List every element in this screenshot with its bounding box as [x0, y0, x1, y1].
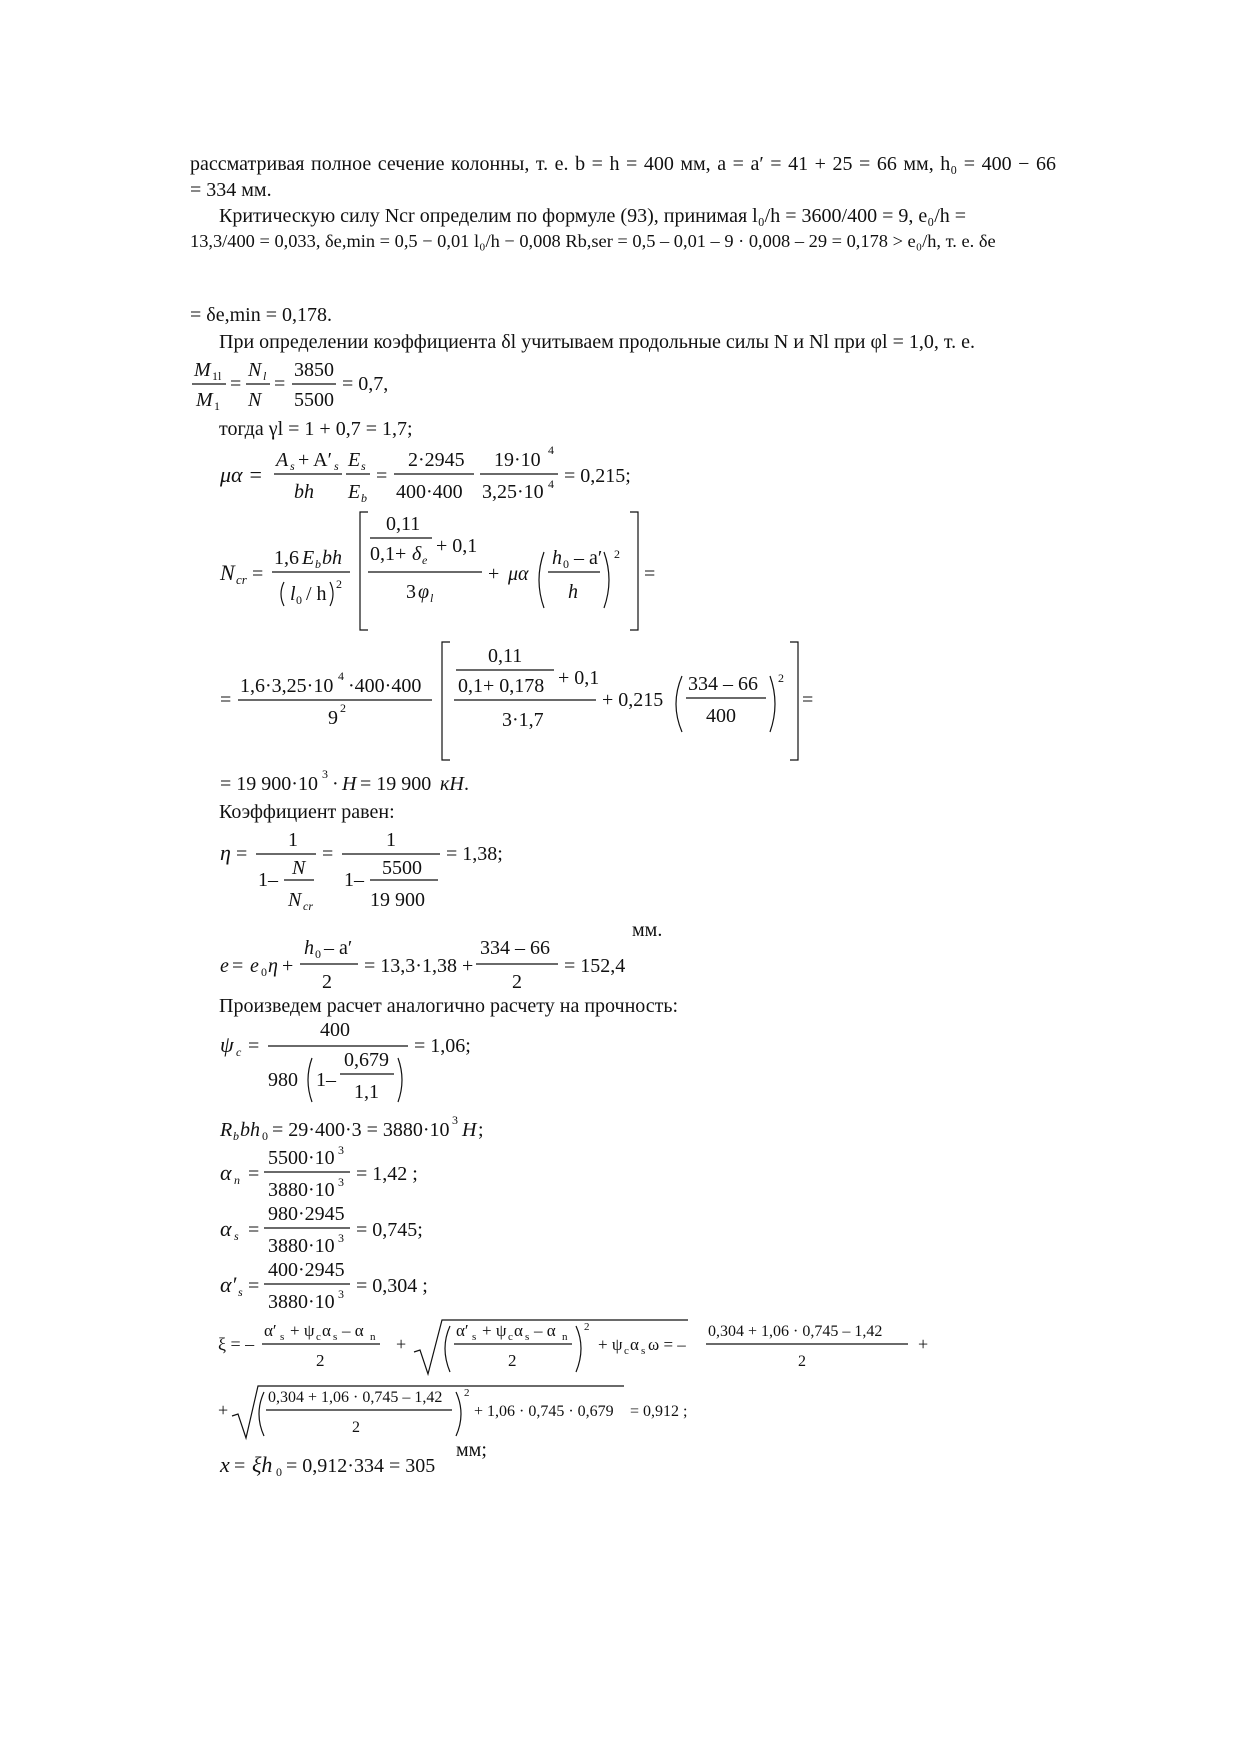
svg-text:4: 4 [548, 443, 554, 457]
svg-text:0: 0 [261, 965, 267, 979]
svg-text:= 0,745;: = 0,745; [356, 1219, 423, 1241]
svg-text:2: 2 [352, 1419, 360, 1436]
svg-text:E: E [302, 547, 315, 569]
svg-text:s: s [280, 1331, 285, 1343]
svg-text:2: 2 [464, 1387, 470, 1399]
svg-text:=: = [274, 373, 286, 395]
svg-text:400·400: 400·400 [396, 481, 463, 503]
svg-text:s: s [238, 1285, 243, 1299]
svg-text:+ 0,1: + 0,1 [558, 667, 600, 689]
svg-text:+ 0,215: + 0,215 [602, 689, 664, 711]
svg-text:= 0,304 ;: = 0,304 ; [356, 1275, 428, 1297]
unit-mm-semicolon: мм; [456, 1439, 487, 1461]
svg-text:=: = [248, 1275, 260, 1297]
formula-rbh [218, 1112, 538, 1146]
svg-text:s: s [361, 459, 366, 473]
svg-text:M: M [196, 389, 213, 411]
formula-ncr-numeric [218, 640, 818, 764]
svg-text:=: = [802, 689, 814, 711]
svg-text:=: = [376, 465, 388, 487]
svg-text:μα =: μα = [220, 462, 263, 487]
svg-text:0,304 + 1,06 · 0,745 – 1,42: 0,304 + 1,06 · 0,745 – 1,42 [268, 1389, 443, 1406]
formula-alpha-s-prime [218, 1258, 458, 1314]
svg-text:s: s [334, 459, 339, 473]
svg-text:α: α [514, 1321, 523, 1340]
svg-text:3: 3 [338, 1175, 344, 1189]
svg-text:α′: α′ [456, 1321, 469, 1340]
svg-text:9: 9 [328, 707, 338, 729]
svg-text:+ ψ: + ψ [290, 1321, 315, 1340]
svg-text:bh: bh [294, 481, 314, 503]
svg-text:3: 3 [406, 581, 416, 603]
svg-text:= 13,3·1,38 +: = 13,3·1,38 + [364, 955, 474, 977]
svg-text:980: 980 [268, 1069, 298, 1091]
formula-moment-ratio [190, 356, 430, 412]
svg-text:A: A [276, 449, 289, 471]
svg-text:N: N [248, 359, 262, 381]
svg-text:x: x [220, 1452, 230, 1477]
svg-text:bh: bh [240, 1119, 260, 1141]
svg-text:s: s [290, 459, 295, 473]
svg-text:·400·400: ·400·400 [348, 675, 422, 697]
paragraph-1-line-2: = 334 мм. [190, 179, 272, 201]
svg-text:ξh: ξh [252, 1452, 273, 1477]
svg-text:= 29·400·3 = 3880·10: = 29·400·3 = 3880·10 [272, 1119, 450, 1141]
svg-text:M: M [194, 359, 211, 381]
svg-text:α: α [630, 1335, 639, 1354]
svg-text:2: 2 [322, 971, 332, 993]
svg-text:4: 4 [548, 477, 554, 491]
svg-text:0: 0 [563, 557, 569, 571]
svg-text:b: b [315, 557, 321, 571]
svg-text:c: c [316, 1331, 321, 1343]
svg-text:N: N [292, 857, 306, 879]
formula-xi-line-2 [218, 1384, 718, 1442]
svg-text:0,11: 0,11 [386, 513, 421, 535]
svg-text:l: l [263, 369, 267, 383]
svg-text:s: s [472, 1331, 477, 1343]
svg-text:=: = [220, 689, 232, 711]
svg-text:1: 1 [386, 829, 396, 851]
svg-text:3: 3 [338, 1287, 344, 1301]
svg-text:0,679: 0,679 [344, 1049, 389, 1071]
svg-text:3: 3 [452, 1113, 458, 1127]
svg-text:= 152,4: = 152,4 [564, 955, 626, 977]
svg-text:19·10: 19·10 [494, 449, 541, 471]
svg-text:e: e [422, 553, 428, 567]
formula-mu-alpha [218, 442, 658, 504]
svg-text:h: h [304, 937, 314, 959]
svg-text:ξ = –: ξ = – [218, 1334, 255, 1354]
svg-text:δ: δ [412, 543, 422, 565]
svg-text:2: 2 [512, 971, 522, 993]
svg-text:+ 1,06 · 0,745 · 0,679: + 1,06 · 0,745 · 0,679 [474, 1403, 614, 1420]
svg-text:=: = [248, 1163, 260, 1185]
unit-mm-dot: мм. [632, 919, 663, 941]
svg-text:N: N [220, 560, 235, 585]
formula-eta [218, 826, 548, 922]
svg-text:= 0,912·334 = 305: = 0,912·334 = 305 [286, 1455, 436, 1477]
svg-text:=: = [236, 843, 248, 865]
svg-text:.: . [464, 773, 469, 795]
svg-text:ω = –: ω = – [648, 1335, 686, 1354]
svg-text:e: e [250, 955, 259, 977]
svg-text:·: · [332, 773, 339, 795]
paragraph-2-line-3: = δe,min = 0,178. [190, 304, 332, 326]
svg-text:2: 2 [778, 671, 784, 685]
svg-text:= 1,06;: = 1,06; [414, 1035, 471, 1057]
svg-text:=: = [248, 1035, 260, 1057]
svg-text:+: + [488, 563, 500, 585]
svg-text:+ ψ: + ψ [598, 1335, 623, 1354]
svg-text:2: 2 [336, 577, 342, 591]
formula-ncr-result [218, 768, 518, 798]
svg-text:1: 1 [214, 399, 220, 413]
svg-text:H: H [342, 773, 357, 795]
svg-text:1,6·3,25·10: 1,6·3,25·10 [240, 675, 334, 697]
svg-text:2·2945: 2·2945 [408, 449, 465, 471]
svg-text:cr: cr [236, 572, 247, 587]
svg-text:+ 0,1: + 0,1 [436, 535, 478, 557]
svg-text:3: 3 [338, 1143, 344, 1157]
svg-text:1,1: 1,1 [354, 1081, 379, 1103]
svg-text:l: l [290, 583, 296, 605]
svg-text:s: s [333, 1331, 338, 1343]
svg-text:c: c [624, 1345, 629, 1357]
svg-text:b: b [361, 491, 367, 505]
svg-text:1l: 1l [212, 369, 222, 383]
svg-text:– a′: – a′ [324, 937, 353, 959]
svg-text:0,11: 0,11 [488, 645, 523, 667]
paragraph-2-line-1: Критическую силу Ncr определим по формуле (93), принимая l₀/h = 3600/400 = 9, e₀/h = [219, 205, 967, 227]
svg-text:2: 2 [798, 1353, 806, 1370]
svg-text:– α: – α [534, 1321, 556, 1340]
formula-ncr-general [218, 508, 678, 634]
svg-text:3,25·10: 3,25·10 [482, 481, 544, 503]
svg-text:/ h: / h [306, 583, 327, 605]
formula-psi [218, 1018, 498, 1110]
svg-text:h: h [568, 581, 578, 603]
svg-text:= 1,38;: = 1,38; [446, 843, 503, 865]
svg-text:5500·10: 5500·10 [268, 1147, 335, 1169]
svg-text:980·2945: 980·2945 [268, 1203, 345, 1225]
svg-text:s: s [641, 1345, 646, 1357]
svg-text:cr: cr [303, 899, 313, 913]
svg-text:3: 3 [338, 1231, 344, 1245]
svg-text:φ: φ [418, 581, 430, 603]
svg-text:α: α [322, 1321, 331, 1340]
svg-text:=: = [230, 373, 242, 395]
paragraph-2-line-2: 13,3/400 = 0,033, δe,min = 0,5 − 0,01 l₀/h − 0,008 Rb,ser = 0,5 – 0,01 – 9 · 0,008 – 29 = 0,178 > e₀/h, т. е. δe [190, 231, 996, 251]
svg-text:α: α [220, 1216, 232, 1241]
svg-text:α: α [220, 1160, 232, 1185]
svg-text:0,304 + 1,06 · 0,745 – 1,42: 0,304 + 1,06 · 0,745 – 1,42 [708, 1323, 883, 1340]
svg-text:3880·10: 3880·10 [268, 1179, 335, 1201]
svg-text:– a′: – a′ [574, 547, 603, 569]
svg-text:=: = [232, 955, 244, 977]
svg-text:– α: – α [342, 1321, 364, 1340]
svg-text:;: ; [478, 1119, 484, 1141]
svg-text:19 900: 19 900 [370, 889, 425, 911]
paragraph-3-line-1: При определении коэффициента δl учитываем продольные силы N и Nl при φl = 1,0, т. е. [219, 331, 975, 353]
paragraph-3-tail: тогда γl = 1 + 0,7 = 1,7; [219, 418, 413, 440]
formula-xi-line-1 [218, 1316, 929, 1378]
svg-text:5500: 5500 [294, 389, 334, 411]
svg-text:2: 2 [614, 547, 620, 561]
svg-text:= 0,912 ;: = 0,912 ; [630, 1403, 688, 1420]
svg-text:2: 2 [316, 1351, 325, 1370]
svg-text:1: 1 [288, 829, 298, 851]
svg-text:0: 0 [315, 947, 321, 961]
svg-text:2: 2 [508, 1351, 517, 1370]
svg-text:0,1+ 0,178: 0,1+ 0,178 [458, 675, 545, 697]
svg-text:n: n [234, 1173, 240, 1187]
svg-text:H: H [462, 1119, 477, 1141]
formula-alpha-n [218, 1143, 458, 1202]
svg-text:N: N [248, 389, 262, 411]
svg-text:c: c [236, 1045, 242, 1059]
svg-text:N: N [288, 889, 302, 911]
svg-text:400·2945: 400·2945 [268, 1259, 345, 1281]
svg-text:5500: 5500 [382, 857, 422, 879]
svg-text:s: s [234, 1229, 239, 1243]
svg-text:η: η [220, 840, 231, 865]
svg-text:n: n [370, 1331, 376, 1343]
svg-text:+: + [218, 1400, 229, 1420]
svg-text:1,6: 1,6 [274, 547, 299, 569]
svg-text:e: e [220, 955, 229, 977]
svg-text:η: η [268, 955, 278, 977]
svg-text:3: 3 [322, 767, 328, 781]
svg-text:= 1,42 ;: = 1,42 ; [356, 1163, 418, 1185]
svg-text:0: 0 [296, 593, 302, 607]
formula-e [218, 932, 648, 992]
svg-text:b: b [233, 1129, 239, 1143]
formula-alpha-s [218, 1202, 458, 1258]
svg-text:= 0,215;: = 0,215; [564, 465, 631, 487]
svg-text:1–: 1– [316, 1069, 336, 1091]
svg-text:0,1+: 0,1+ [370, 543, 407, 565]
svg-text:E: E [348, 481, 361, 503]
svg-text:3880·10: 3880·10 [268, 1291, 335, 1313]
svg-text:α′: α′ [264, 1321, 277, 1340]
svg-text:c: c [508, 1331, 513, 1343]
svg-text:s: s [525, 1331, 530, 1343]
svg-text:400: 400 [706, 705, 736, 727]
svg-text:α′: α′ [220, 1272, 237, 1297]
svg-text:E: E [348, 449, 361, 471]
svg-text:=: = [234, 1455, 246, 1477]
svg-text:1–: 1– [344, 869, 364, 891]
svg-text:=: = [644, 563, 656, 585]
svg-text:0: 0 [262, 1129, 268, 1143]
svg-text:334 – 66: 334 – 66 [480, 937, 550, 959]
calc-label: Произведем расчет аналогично расчету на прочность: [219, 995, 679, 1017]
svg-text:1–: 1– [258, 869, 278, 891]
svg-text:3·1,7: 3·1,7 [502, 709, 544, 731]
svg-text:=: = [322, 843, 334, 865]
svg-text:=: = [252, 563, 264, 585]
svg-text:4: 4 [338, 669, 344, 683]
coefficient-label: Коэффициент равен: [219, 801, 395, 823]
svg-text:2: 2 [584, 1321, 590, 1333]
svg-text:+: + [918, 1334, 929, 1354]
svg-text:0: 0 [276, 1465, 282, 1479]
svg-text:+ A′: + A′ [298, 449, 332, 471]
svg-text:кH: кH [440, 773, 464, 795]
svg-text:334 – 66: 334 – 66 [688, 673, 758, 695]
svg-text:400: 400 [320, 1019, 350, 1041]
svg-text:+ ψ: + ψ [482, 1321, 507, 1340]
svg-text:3850: 3850 [294, 359, 334, 381]
svg-text:3880·10: 3880·10 [268, 1235, 335, 1257]
svg-text:=: = [248, 1219, 260, 1241]
svg-text:μα: μα [508, 563, 529, 585]
svg-text:h: h [552, 547, 562, 569]
paragraph-1-line-1: рассматривая полное сечение колонны, т. е. b = h = 400 мм, a = a′ = 41 + 25 = 66 мм, h₀ = 400 − 66 [190, 153, 1056, 175]
svg-text:= 19 900: = 19 900 [360, 773, 432, 795]
svg-text:= 19 900·10: = 19 900·10 [220, 773, 318, 795]
svg-text:n: n [562, 1331, 568, 1343]
svg-text:l: l [430, 591, 434, 605]
svg-text:R: R [220, 1119, 233, 1141]
formula-x [218, 1448, 478, 1482]
svg-text:= 0,7,: = 0,7, [342, 373, 389, 395]
svg-text:ψ: ψ [220, 1032, 234, 1057]
svg-text:2: 2 [340, 701, 346, 715]
svg-text:+: + [396, 1334, 407, 1354]
svg-text:bh: bh [322, 547, 342, 569]
svg-text:+: + [282, 955, 294, 977]
